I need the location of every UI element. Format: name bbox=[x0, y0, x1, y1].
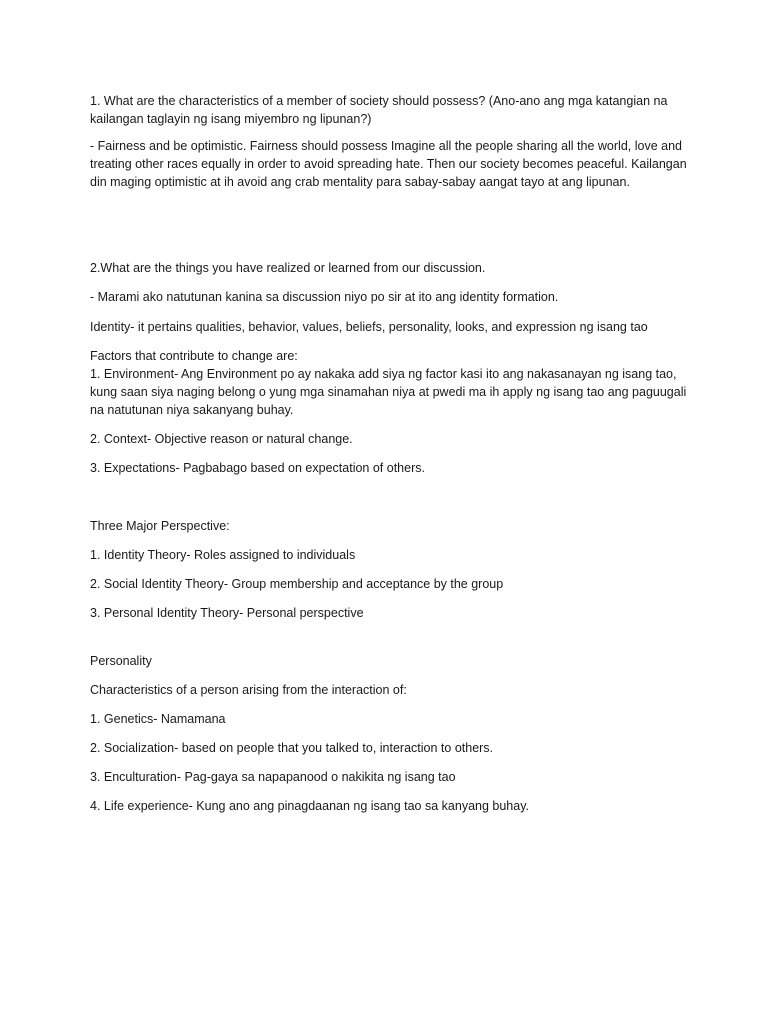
document-page bbox=[90, 92, 690, 815]
factor-item: 1. Environment- Ang Environment po ay nakaka add siya ng factor kasi ito ang nakasanayan ng isang tao, kung saan siya naging belong o yung mga sinamahan niya at pwedi ma ih apply ng isang tao ang paguugali na natutunan niya sakanyang buhay. bbox=[90, 367, 687, 417]
personality-intro: Characteristics of a person arising from the interaction of: bbox=[90, 683, 407, 697]
answer-2: - Marami ako natutunan kanina sa discussion niyo po sir at ito ang identity formation. bbox=[90, 290, 559, 304]
perspective-item: 3. Personal Identity Theory- Personal perspective bbox=[90, 606, 364, 620]
perspectives-heading: Three Major Perspective: bbox=[90, 519, 230, 533]
factor-item: 3. Expectations- Pagbabago based on expectation of others. bbox=[90, 461, 425, 475]
personality-item: 3. Enculturation- Pag-gaya sa napapanood o nakikita ng isang tao bbox=[90, 770, 456, 784]
identity-definition: Identity- it pertains qualities, behavior, values, beliefs, personality, looks, and expression ng isang tao bbox=[90, 320, 648, 334]
answer-1: - Fairness and be optimistic. Fairness should possess Imagine all the people sharing all the world, love and treating other races equally in order to avoid spreading hate. Then our society becomes peaceful. Kailangan din maging optimistic at ih avoid ang crab mentality para sabay-sabay aangat tayo at ang lipunan. bbox=[90, 139, 687, 189]
factor-item: 2. Context- Objective reason or natural change. bbox=[90, 432, 353, 446]
personality-item: 1. Genetics- Namamana bbox=[90, 712, 226, 726]
personality-item: 4. Life experience- Kung ano ang pinagdaanan ng isang tao sa kanyang buhay. bbox=[90, 799, 529, 813]
question-1: 1. What are the characteristics of a member of society should possess? (Ano-ano ang mga katangian na kailangan taglayin ng isang miyembro ng lipunan?) bbox=[90, 94, 668, 126]
perspective-item: 2. Social Identity Theory- Group membership and acceptance by the group bbox=[90, 577, 504, 591]
question-2: 2.What are the things you have realized or learned from our discussion. bbox=[90, 261, 486, 275]
personality-item: 2. Socialization- based on people that you talked to, interaction to others. bbox=[90, 741, 494, 755]
perspective-item: 1. Identity Theory- Roles assigned to individuals bbox=[90, 548, 356, 562]
factors-heading: Factors that contribute to change are: bbox=[90, 349, 298, 363]
personality-heading: Personality bbox=[90, 654, 152, 668]
